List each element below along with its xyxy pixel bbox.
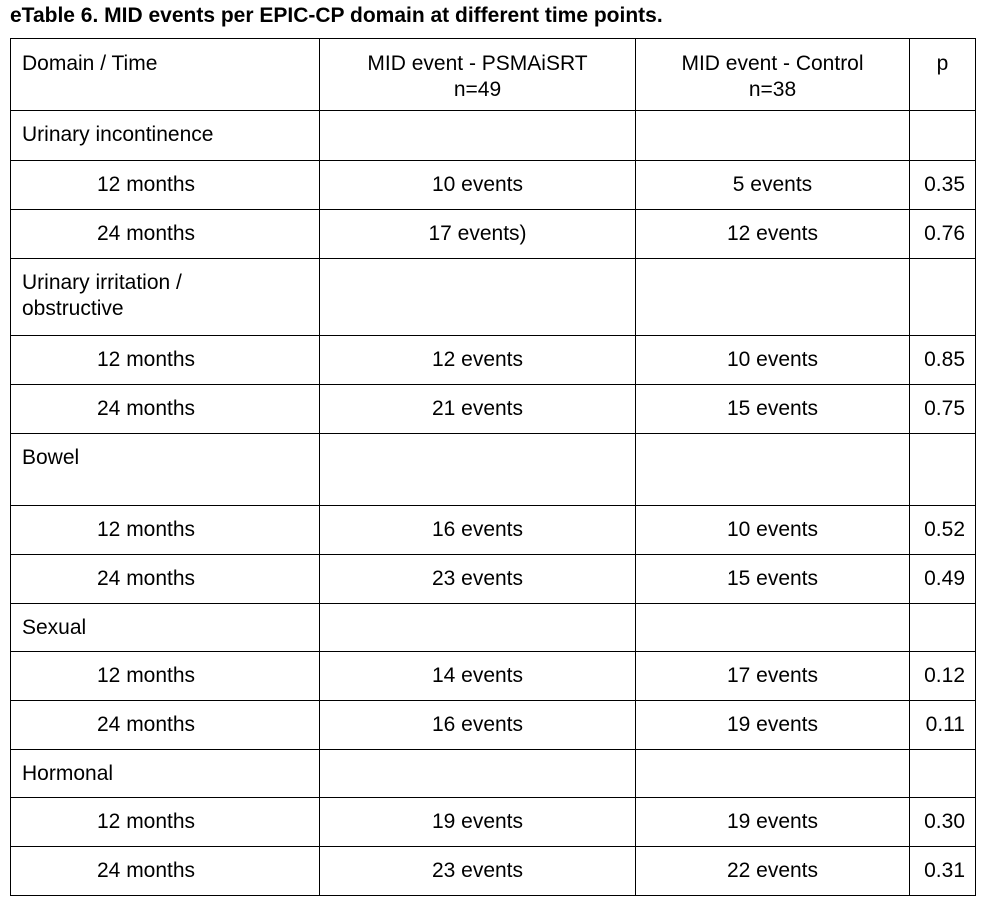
psma-value: 17 events) [320, 210, 636, 259]
p-value: 0.30 [910, 798, 976, 847]
empty-cell [636, 604, 910, 652]
empty-cell [636, 111, 910, 161]
psma-value: 16 events [320, 506, 636, 555]
empty-cell [910, 434, 976, 506]
domain-name: Bowel [11, 434, 320, 506]
control-value: 15 events [636, 385, 910, 434]
domain-name: Sexual [11, 604, 320, 652]
header-control-label: MID event - Control [681, 52, 864, 75]
psma-value: 12 events [320, 336, 636, 385]
control-value: 15 events [636, 555, 910, 604]
time-label: 24 months [11, 385, 320, 434]
p-value: 0.76 [910, 210, 976, 259]
domain-name-line2: obstructive [22, 297, 124, 320]
psma-value: 14 events [320, 652, 636, 701]
control-value: 5 events [636, 161, 910, 210]
time-label: 24 months [11, 210, 320, 259]
time-label: 24 months [11, 847, 320, 896]
psma-value: 16 events [320, 701, 636, 750]
control-value: 19 events [636, 701, 910, 750]
p-value: 0.11 [910, 701, 976, 750]
control-value: 19 events [636, 798, 910, 847]
header-control [636, 39, 910, 111]
table-row [11, 701, 976, 750]
p-value: 0.49 [910, 555, 976, 604]
p-value: 0.35 [910, 161, 976, 210]
psma-value: 19 events [320, 798, 636, 847]
p-value: 0.12 [910, 652, 976, 701]
table-row [11, 506, 976, 555]
time-label: 12 months [11, 336, 320, 385]
time-label: 12 months [11, 506, 320, 555]
empty-cell [910, 259, 976, 336]
header-psma-label: MID event - PSMAiSRT [367, 52, 588, 75]
p-value: 0.52 [910, 506, 976, 555]
time-label: 12 months [11, 652, 320, 701]
empty-cell [636, 259, 910, 336]
p-value: 0.75 [910, 385, 976, 434]
table-row [11, 652, 976, 701]
mid-events-table [10, 38, 976, 896]
header-psma-n: n=49 [453, 78, 502, 101]
domain-row-urinary-incontinence [11, 111, 976, 161]
table-row [11, 385, 976, 434]
psma-value: 23 events [320, 555, 636, 604]
empty-cell [910, 111, 976, 161]
empty-cell [320, 604, 636, 652]
control-value: 17 events [636, 652, 910, 701]
empty-cell [910, 604, 976, 652]
empty-cell [320, 111, 636, 161]
control-value: 22 events [636, 847, 910, 896]
header-psma [320, 39, 636, 111]
time-label: 24 months [11, 701, 320, 750]
table-row [11, 336, 976, 385]
empty-cell [636, 434, 910, 506]
table-row [11, 555, 976, 604]
header-p: p [910, 39, 976, 111]
control-value: 12 events [636, 210, 910, 259]
time-label: 24 months [11, 555, 320, 604]
table-row [11, 798, 976, 847]
psma-value: 21 events [320, 385, 636, 434]
control-value: 10 events [636, 336, 910, 385]
header-row [11, 39, 976, 111]
table-row [11, 847, 976, 896]
p-value: 0.85 [910, 336, 976, 385]
domain-row-bowel [11, 434, 976, 506]
domain-name [11, 259, 320, 336]
empty-cell [320, 259, 636, 336]
table-row [11, 210, 976, 259]
time-label: 12 months [11, 798, 320, 847]
header-control-n: n=38 [748, 78, 797, 101]
table-title: eTable 6. MID events per EPIC-CP domain at different time points. [10, 4, 663, 27]
empty-cell [320, 434, 636, 506]
p-value: 0.31 [910, 847, 976, 896]
domain-row-sexual [11, 604, 976, 652]
domain-name: Hormonal [11, 750, 320, 798]
control-value: 10 events [636, 506, 910, 555]
domain-name: Urinary incontinence [11, 111, 320, 161]
psma-value: 23 events [320, 847, 636, 896]
table-row [11, 161, 976, 210]
empty-cell [320, 750, 636, 798]
domain-row-hormonal [11, 750, 976, 798]
empty-cell [636, 750, 910, 798]
psma-value: 10 events [320, 161, 636, 210]
domain-name-line1: Urinary irritation / [22, 271, 182, 294]
header-domain-time: Domain / Time [11, 39, 320, 111]
domain-row-urinary-irritation [11, 259, 976, 336]
time-label: 12 months [11, 161, 320, 210]
empty-cell [910, 750, 976, 798]
